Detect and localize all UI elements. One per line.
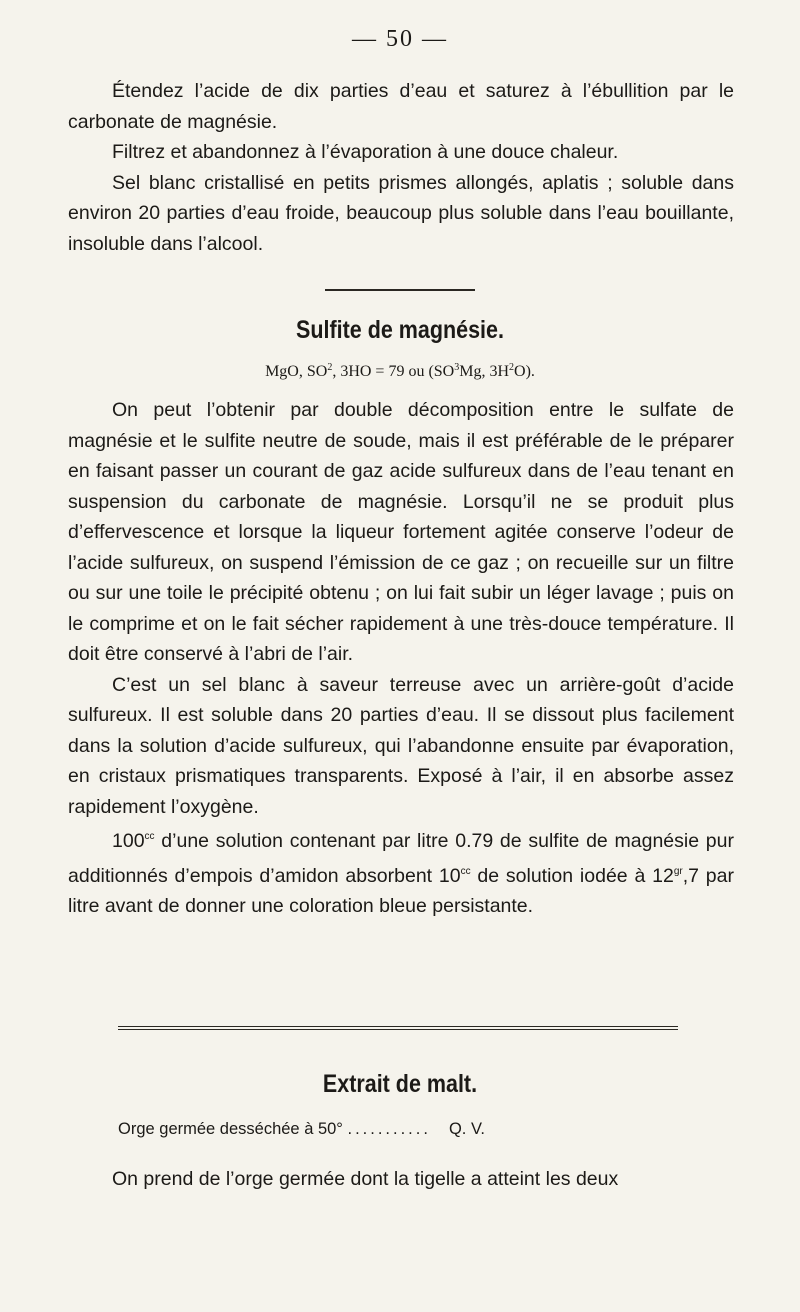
paragraph: Filtrez et abandonnez à l’évaporation à une douce chaleur. bbox=[112, 141, 619, 163]
chemical-formula: MgO, $SO^2$, 3HO = 79 ou ($SO^3Mg$, $3H^2O$). bbox=[265, 362, 535, 380]
leader-dots: ........... bbox=[347, 1120, 431, 1138]
ingredient-quantity: Q. V. bbox=[448, 1120, 486, 1138]
double-rule-divider bbox=[118, 1026, 678, 1030]
malt-text bbox=[68, 1164, 734, 1195]
paragraph: C’est un sel blanc à saveur terreuse avec un arrière-goût d’acide sulfureux. Il est soluble dans 20 parties d’eau. Il se dissout plus facilement dans la solution d’acide sulfureux, qui l’abandonne ensuite par évaporation, en cristaux prismatiques transparents. Exposé à l’air, il en absorbe assez rapidement l’oxygène. bbox=[68, 673, 734, 818]
paragraph: On prend de l’orge germée dont la tigelle a atteint les deux bbox=[112, 1168, 619, 1190]
sulfite-text bbox=[68, 395, 734, 922]
section-title-sulfite: Sulfite de magnésie. bbox=[296, 316, 504, 344]
section-divider bbox=[325, 289, 475, 291]
ingredient-entry bbox=[118, 1120, 718, 1139]
section-title-malt: Extrait de malt. bbox=[322, 1070, 478, 1098]
paragraph: $100^{cc}$ d’une solution contenant par litre 0.79 de sulfite de magnésie pur additionnés d’empois d’amidon absorbent $10^{cc}$ de solution iodée à $12^{gr},7$ par litre avant de donner une coloration bleue persistante. bbox=[68, 830, 734, 917]
paragraph: On peut l’obtenir par double décomposition entre le sulfate de magnésie et le sulfite neutre de soude, mais il est préférable de le préparer en faisant passer un courant de gaz acide sulfureux dans de l’eau tenant en suspension du carbonate de magnésie. Lorsqu’il ne se produit plus d’effervescence et lorsque la liqueur fortement agitée conserve l’odeur de l’acide sulfureux, on suspend l’émission de ce gaz ; on recueille sur un filtre ou sur une toile le précipité obtenu ; on lui fait subir un léger lavage ; puis on le comprime et on le fait sécher rapidement à une très-douce température. Il doit être conservé à l’abri de l’air. bbox=[68, 399, 734, 665]
paragraph: Étendez l’acide de dix parties d’eau et saturez à l’ébullition par le carbonate de magnésie. bbox=[68, 80, 734, 133]
intro-text bbox=[68, 76, 734, 259]
ingredient-label: Orge germée desséchée à 50° bbox=[118, 1120, 343, 1138]
page-number: — 50 — bbox=[352, 26, 448, 52]
paragraph: Sel blanc cristallisé en petits prismes allongés, aplatis ; soluble dans environ 20 parties d’eau froide, beaucoup plus soluble dans l’eau bouillante, insoluble dans l’alcool. bbox=[68, 171, 734, 255]
